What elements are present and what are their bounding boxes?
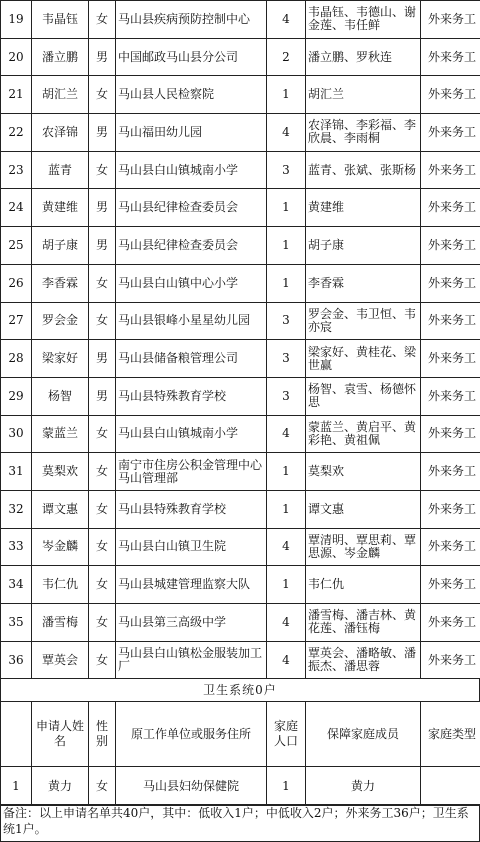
applicant-name: 韦晶钰 bbox=[32, 1, 89, 39]
family-type: 外来务工 bbox=[421, 641, 480, 679]
family-population: 4 bbox=[267, 604, 306, 642]
header-population: 家庭人口 bbox=[267, 702, 306, 767]
family-population: 4 bbox=[267, 528, 306, 566]
family-population: 1 bbox=[267, 227, 306, 265]
work-unit: 南宁市住房公积金管理中心马山管理部 bbox=[116, 453, 267, 491]
family-members: 覃清明、覃思莉、覃思源、岑金麟 bbox=[306, 528, 421, 566]
family-type: 外来务工 bbox=[421, 189, 480, 227]
applicant-sex: 女 bbox=[89, 767, 116, 806]
family-type: 外来务工 bbox=[421, 76, 480, 114]
row-number: 20 bbox=[1, 38, 32, 76]
work-unit: 马山县特殊教育学校 bbox=[116, 377, 267, 415]
family-population: 1 bbox=[267, 189, 306, 227]
applicant-sex: 男 bbox=[89, 114, 116, 152]
row-number: 31 bbox=[1, 453, 32, 491]
applicant-name: 罗会金 bbox=[32, 302, 89, 340]
family-type: 外来务工 bbox=[421, 1, 480, 39]
work-unit: 马山县第三高级中学 bbox=[116, 604, 267, 642]
table-row bbox=[1, 189, 480, 227]
family-type bbox=[421, 767, 480, 806]
family-type: 外来务工 bbox=[421, 415, 480, 453]
row-number: 27 bbox=[1, 302, 32, 340]
family-population: 1 bbox=[267, 566, 306, 604]
work-unit: 马山县白山镇城南小学 bbox=[116, 415, 267, 453]
table-row bbox=[1, 490, 480, 528]
family-type: 外来务工 bbox=[421, 377, 480, 415]
table-row bbox=[1, 528, 480, 566]
applicant-sex: 女 bbox=[89, 453, 116, 491]
table-row bbox=[1, 415, 480, 453]
applicant-name: 谭文惠 bbox=[32, 490, 89, 528]
table-row bbox=[1, 264, 480, 302]
applicant-sex: 女 bbox=[89, 1, 116, 39]
family-type: 外来务工 bbox=[421, 114, 480, 152]
table-row bbox=[1, 767, 480, 806]
health-system-table bbox=[0, 701, 480, 806]
family-population: 3 bbox=[267, 340, 306, 378]
family-type: 外来务工 bbox=[421, 604, 480, 642]
applicant-sex: 女 bbox=[89, 528, 116, 566]
table-row bbox=[1, 114, 480, 152]
section-row bbox=[0, 678, 480, 702]
family-members: 蒙蓝兰、黄启平、黄彩艳、黄祖佩 bbox=[306, 415, 421, 453]
family-members: 胡汇兰 bbox=[306, 76, 421, 114]
family-members: 莫梨欢 bbox=[306, 453, 421, 491]
table-row bbox=[1, 227, 480, 265]
family-type: 外来务工 bbox=[421, 38, 480, 76]
row-number: 30 bbox=[1, 415, 32, 453]
applicant-name: 黄建维 bbox=[32, 189, 89, 227]
row-number: 34 bbox=[1, 566, 32, 604]
header-applicant: 申请人姓名 bbox=[32, 702, 89, 767]
header-members: 保障家庭成员 bbox=[306, 702, 421, 767]
footnote: 备注：以上申请名单共40户，其中：低收入1户；中低收入2户；外来务工36户；卫生系统1户。 bbox=[0, 804, 480, 842]
applicant-sex: 男 bbox=[89, 38, 116, 76]
row-number: 26 bbox=[1, 264, 32, 302]
applicant-sex: 女 bbox=[89, 76, 116, 114]
table-row bbox=[1, 453, 480, 491]
row-number: 35 bbox=[1, 604, 32, 642]
applicant-sex: 女 bbox=[89, 566, 116, 604]
family-members: 蓝青、张斌、张斯杨 bbox=[306, 151, 421, 189]
family-population: 1 bbox=[267, 76, 306, 114]
table-row bbox=[1, 38, 480, 76]
row-number: 1 bbox=[1, 767, 32, 806]
applicant-name: 莫梨欢 bbox=[32, 453, 89, 491]
family-population: 1 bbox=[267, 453, 306, 491]
table-row bbox=[1, 76, 480, 114]
family-population: 1 bbox=[267, 264, 306, 302]
family-population: 4 bbox=[267, 1, 306, 39]
applicant-name: 韦仁仇 bbox=[32, 566, 89, 604]
family-population: 2 bbox=[267, 38, 306, 76]
applicant-name: 黄力 bbox=[32, 767, 89, 806]
work-unit: 马山县银峰小星星幼儿园 bbox=[116, 302, 267, 340]
applicant-sex: 女 bbox=[89, 604, 116, 642]
family-members: 农泽锦、李彩福、李欣晨、李雨桐 bbox=[306, 114, 421, 152]
family-population: 4 bbox=[267, 415, 306, 453]
applicant-sex: 女 bbox=[89, 264, 116, 302]
applicant-name: 杨智 bbox=[32, 377, 89, 415]
family-type: 外来务工 bbox=[421, 340, 480, 378]
table-row bbox=[1, 151, 480, 189]
applicant-name: 覃英会 bbox=[32, 641, 89, 679]
table-row bbox=[1, 302, 480, 340]
family-members: 李香霖 bbox=[306, 264, 421, 302]
family-population: 1 bbox=[267, 490, 306, 528]
work-unit: 马山县白山镇松金服装加工厂 bbox=[116, 641, 267, 679]
applicant-sex: 男 bbox=[89, 377, 116, 415]
family-type: 外来务工 bbox=[421, 490, 480, 528]
applicant-name: 胡汇兰 bbox=[32, 76, 89, 114]
family-members: 潘雪梅、潘吉林、黄花莲、潘钰梅 bbox=[306, 604, 421, 642]
applicant-sex: 女 bbox=[89, 415, 116, 453]
applicant-sex: 男 bbox=[89, 340, 116, 378]
work-unit: 马山县人民检察院 bbox=[116, 76, 267, 114]
family-members: 韦仁仇 bbox=[306, 566, 421, 604]
applicant-sex: 男 bbox=[89, 227, 116, 265]
work-unit: 马山县白山镇中心小学 bbox=[116, 264, 267, 302]
work-unit: 马山县白山镇卫生院 bbox=[116, 528, 267, 566]
applicant-sex: 女 bbox=[89, 302, 116, 340]
family-members: 谭文惠 bbox=[306, 490, 421, 528]
family-type: 外来务工 bbox=[421, 227, 480, 265]
header-sex: 性别 bbox=[89, 702, 116, 767]
family-population: 3 bbox=[267, 302, 306, 340]
table-row bbox=[1, 340, 480, 378]
applicant-sex: 女 bbox=[89, 490, 116, 528]
family-members: 韦晶钰、韦德山、谢金莲、韦任鲜 bbox=[306, 1, 421, 39]
family-type: 外来务工 bbox=[421, 302, 480, 340]
table-row bbox=[1, 604, 480, 642]
header-family-type: 家庭类型 bbox=[421, 702, 480, 767]
row-number: 24 bbox=[1, 189, 32, 227]
applicant-name: 农泽锦 bbox=[32, 114, 89, 152]
family-members: 覃英会、潘略敏、潘振杰、潘思蓉 bbox=[306, 641, 421, 679]
work-unit: 中国邮政马山县分公司 bbox=[116, 38, 267, 76]
applicant-name: 胡子康 bbox=[32, 227, 89, 265]
applicant-name: 梁家好 bbox=[32, 340, 89, 378]
row-number: 25 bbox=[1, 227, 32, 265]
applicant-sex: 女 bbox=[89, 151, 116, 189]
family-population: 4 bbox=[267, 641, 306, 679]
row-number: 23 bbox=[1, 151, 32, 189]
table-row bbox=[1, 1, 480, 39]
family-population: 1 bbox=[267, 767, 306, 806]
row-number: 36 bbox=[1, 641, 32, 679]
applicant-name: 潘立鹏 bbox=[32, 38, 89, 76]
family-members: 潘立鹏、罗秋连 bbox=[306, 38, 421, 76]
applicant-sex: 女 bbox=[89, 641, 116, 679]
work-unit: 马山县纪律检查委员会 bbox=[116, 189, 267, 227]
family-type: 外来务工 bbox=[421, 151, 480, 189]
family-members: 梁家好、黄桂花、梁世赢 bbox=[306, 340, 421, 378]
work-unit: 马山县城建管理监察大队 bbox=[116, 566, 267, 604]
family-type: 外来务工 bbox=[421, 264, 480, 302]
applicant-name: 岑金麟 bbox=[32, 528, 89, 566]
work-unit: 马山福田幼儿园 bbox=[116, 114, 267, 152]
family-members: 杨智、袁雪、杨德怀思 bbox=[306, 377, 421, 415]
family-members: 胡子康 bbox=[306, 227, 421, 265]
row-number: 33 bbox=[1, 528, 32, 566]
row-number: 19 bbox=[1, 1, 32, 39]
row-number: 22 bbox=[1, 114, 32, 152]
applicant-sex: 男 bbox=[89, 189, 116, 227]
work-unit: 马山县特殊教育学校 bbox=[116, 490, 267, 528]
work-unit: 马山县纪律检查委员会 bbox=[116, 227, 267, 265]
family-population: 4 bbox=[267, 114, 306, 152]
table-header bbox=[1, 702, 480, 767]
table-row bbox=[1, 641, 480, 679]
table-row bbox=[1, 566, 480, 604]
row-number: 28 bbox=[1, 340, 32, 378]
row-number: 32 bbox=[1, 490, 32, 528]
row-number: 29 bbox=[1, 377, 32, 415]
header-number bbox=[1, 702, 32, 767]
family-population: 3 bbox=[267, 377, 306, 415]
family-population: 3 bbox=[267, 151, 306, 189]
family-type: 外来务工 bbox=[421, 566, 480, 604]
work-unit: 马山县疾病预防控制中心 bbox=[116, 1, 267, 39]
row-number: 21 bbox=[1, 76, 32, 114]
work-unit: 马山县妇幼保健院 bbox=[116, 767, 267, 806]
applicant-name: 蒙蓝兰 bbox=[32, 415, 89, 453]
work-unit: 马山县白山镇城南小学 bbox=[116, 151, 267, 189]
applicant-name: 潘雪梅 bbox=[32, 604, 89, 642]
family-type: 外来务工 bbox=[421, 528, 480, 566]
family-members: 黄力 bbox=[306, 767, 421, 806]
family-members: 黄建维 bbox=[306, 189, 421, 227]
applicant-name: 蓝青 bbox=[32, 151, 89, 189]
section-title: 卫生系统0户 bbox=[1, 679, 480, 702]
work-unit: 马山县储备粮管理公司 bbox=[116, 340, 267, 378]
header-unit: 原工作单位或服务住所 bbox=[116, 702, 267, 767]
family-members: 罗会金、韦卫恒、韦亦宸 bbox=[306, 302, 421, 340]
table-row bbox=[1, 377, 480, 415]
family-type: 外来务工 bbox=[421, 453, 480, 491]
applicant-name: 李香霖 bbox=[32, 264, 89, 302]
